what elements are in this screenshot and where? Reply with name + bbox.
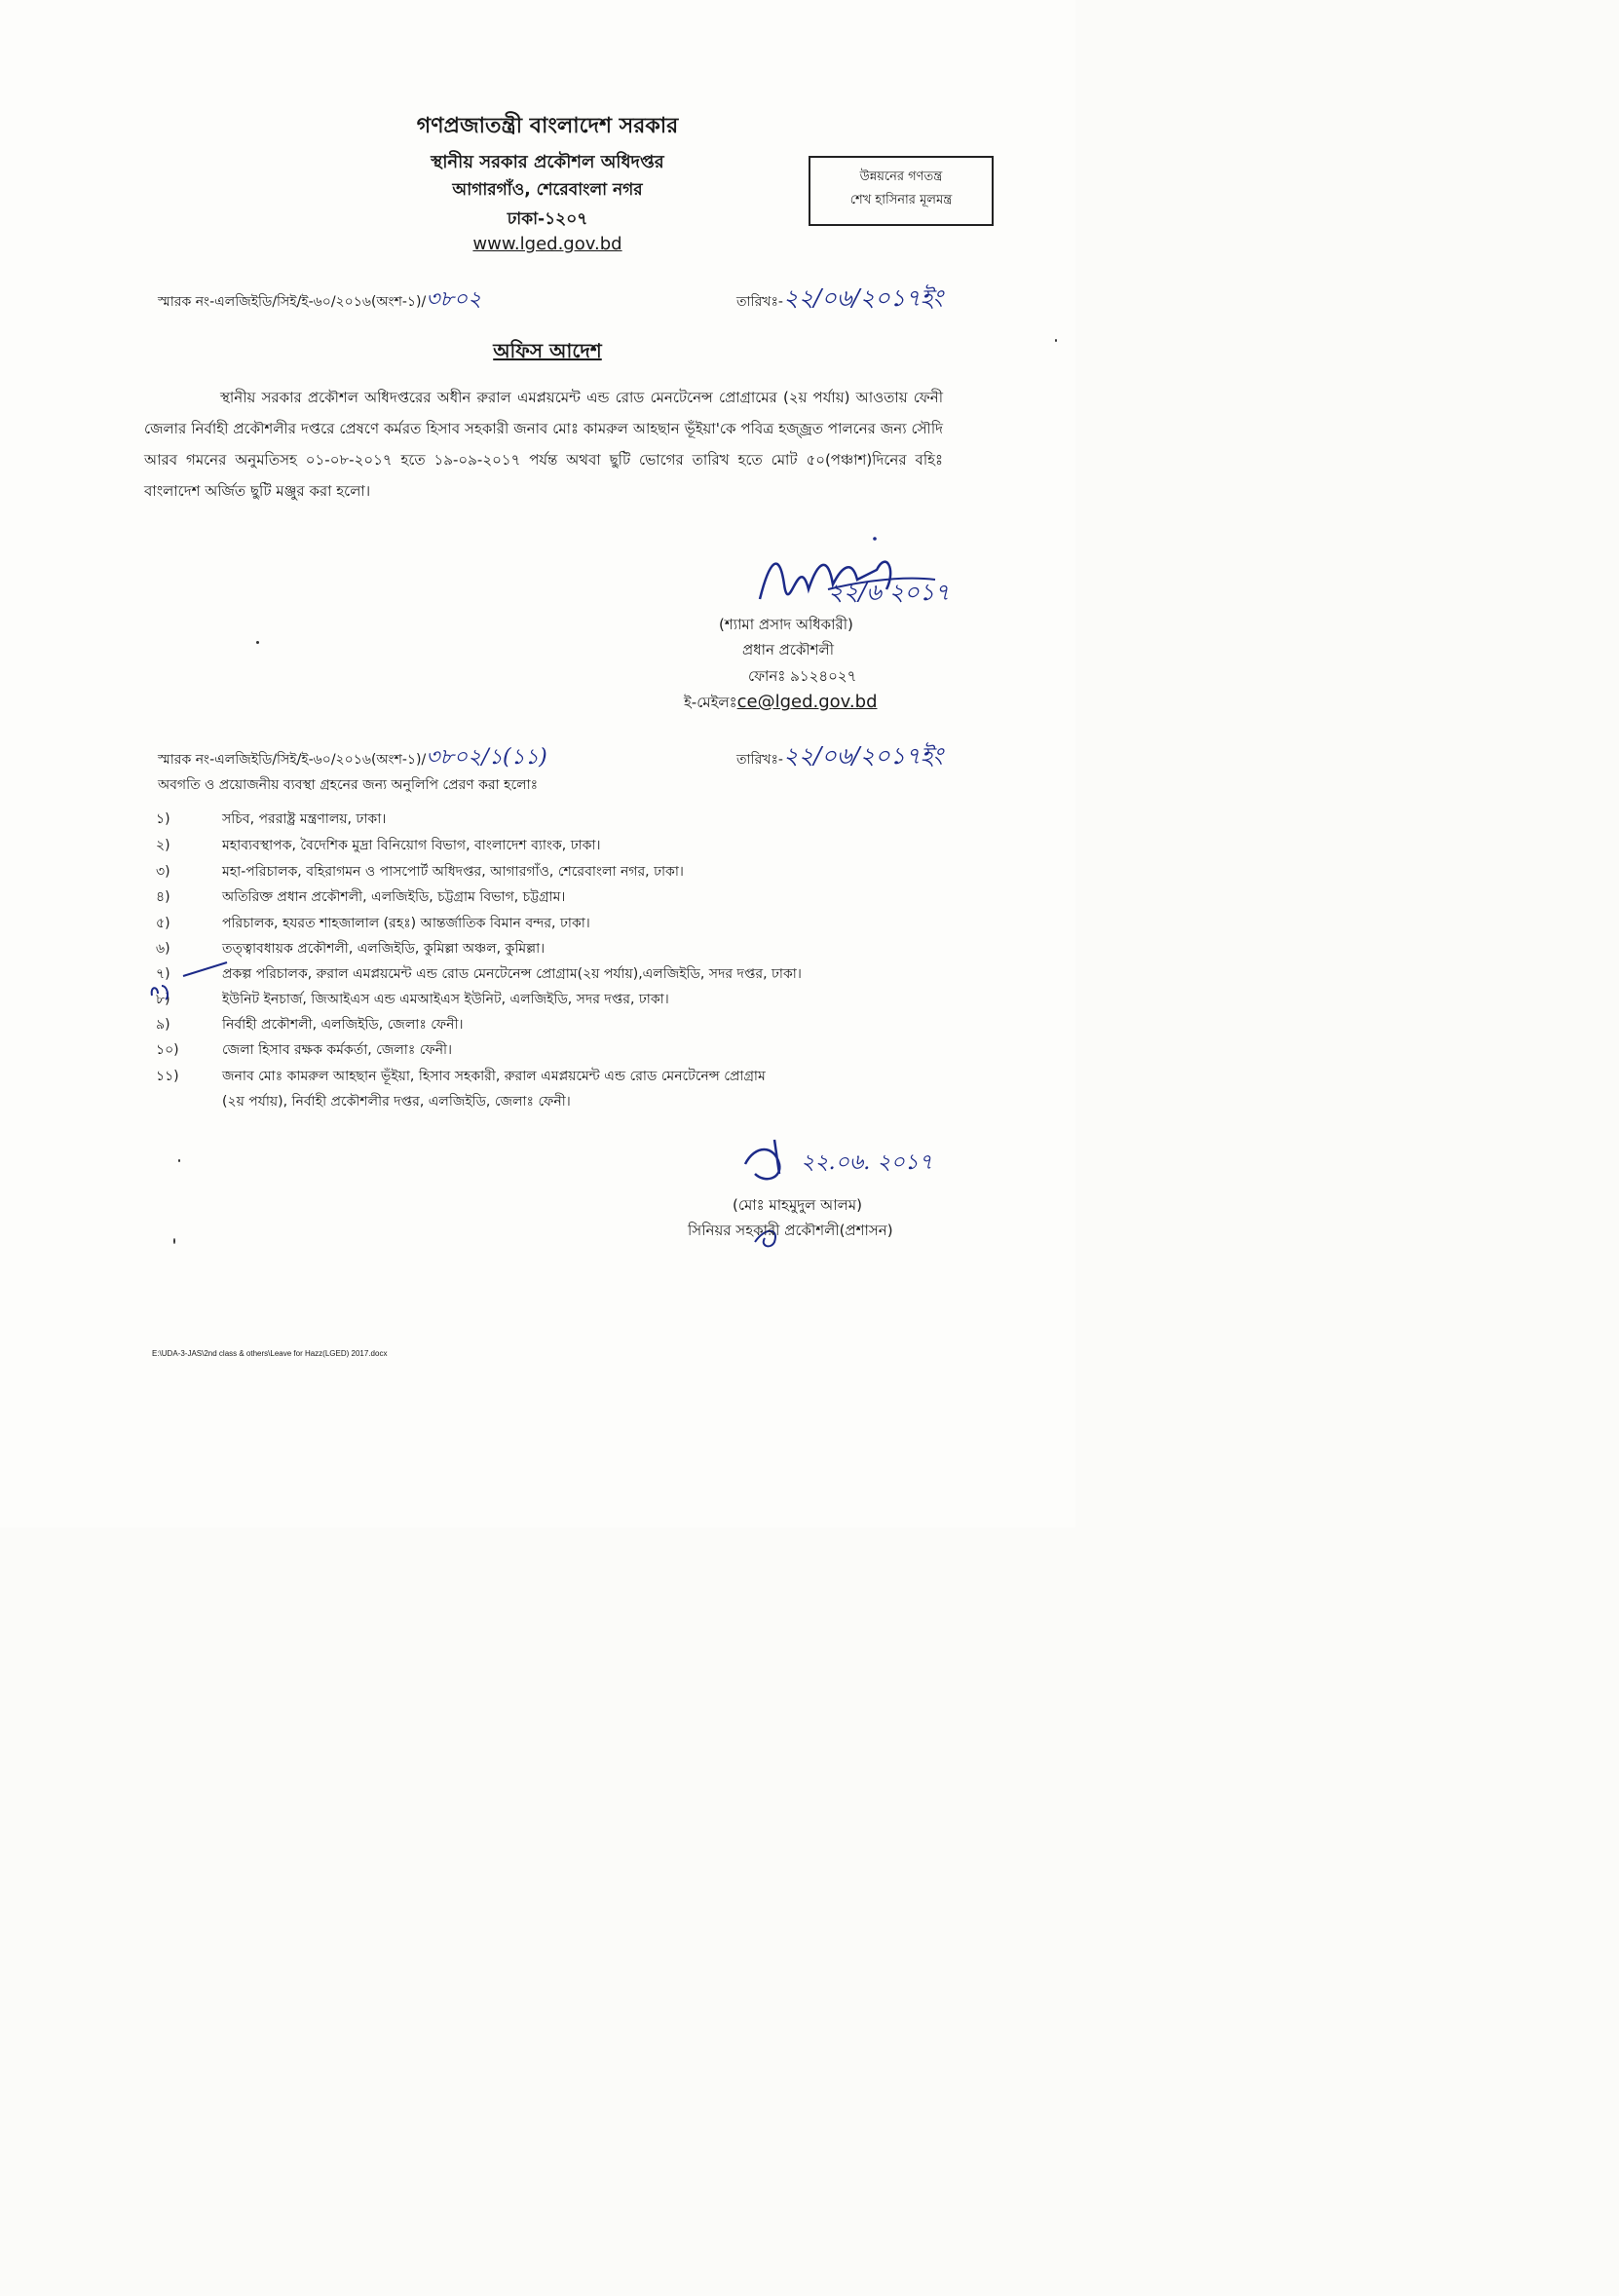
slogan-box	[809, 156, 994, 226]
memo-ref-printed-2: স্মারক নং-এলজিইডি/সিই/ই-৬০/২০১৬(অংশ-১)/	[158, 752, 427, 768]
office-order-body: স্থানীয় সরকার প্রকৌশল অধিদপ্তরের অধীন রুরাল এমপ্লয়মেন্ট এন্ড রোড মেনটেনেন্স প্রোগ্রামের (২য় পর্যায়) আওতায় ফেনী জেলার নির্বাহী প্রকৌশলীর দপ্তরে প্রেষণে কর্মরত হিসাব সহকারী জনাব মোঃ কামরুল আহছান ভূঁইয়া'কে পবিত্র হজ্জ্রত পালনের জন্য সৌদি আরব গমনের অনুমতিসহ ০১-০৮-২০১৭ হতে ১৯-০৯-২০১৭ পর্যন্ত অথবা ছুটি ভোগের তারিখ হতে মোট ৫০(পঞ্চাশ)দিনের বহিঃ বাংলাদেশ অর্জিত ছুটি মঞ্জুর করা হলো।	[144, 389, 943, 500]
scan-speck	[173, 1238, 175, 1244]
list-item: জেলা হিসাব রক্ষক কর্মকর্তা, জেলাঃ ফেনী।	[222, 1042, 453, 1058]
signatory-1-phone: ফোনঃ ৯১২৪০২৭	[748, 667, 857, 685]
list-item: তত্ত্বাবধায়ক প্রকৌশলী, এলজিইডি, কুমিল্লা অঞ্চল, কুমিল্লা।	[222, 941, 546, 957]
signatory-1-designation: প্রধান প্রকৌশলী	[742, 641, 835, 659]
email-link[interactable]: ce@lged.gov.bd	[736, 692, 878, 712]
slogan-line-2: শেখ হাসিনার মূলমন্ত্র	[849, 193, 953, 207]
list-item-number: ৯)	[156, 1017, 170, 1033]
list-item: মহা-পরিচালক, বহিরাগমন ও পাসপোর্ট অধিদপ্তর, আগারগাঁও, শেরেবাংলা নগর, ঢাকা।	[222, 864, 684, 880]
office-order-title: অফিস আদেশ	[493, 339, 602, 362]
date-handwritten: ২২/০৬/২০১৭ইং	[782, 284, 943, 312]
scan-speck	[256, 641, 259, 644]
signatory-2-designation: সিনিয়র সহকারী প্রকৌশলী(প্রশাসন)	[688, 1222, 893, 1239]
signature-date-2: ২২.০৬. ২০১৭	[801, 1150, 933, 1175]
list-item: পরিচালক, হযরত শাহজালাল (রহঃ) আন্তর্জাতিক বিমান বন্দর, ঢাকা।	[222, 916, 590, 931]
list-item-number: ১১)	[156, 1069, 179, 1084]
scan-speck	[178, 1159, 180, 1162]
signatory-1-name: (শ্যামা প্রসাদ অধিকারী)	[719, 616, 853, 633]
signature-date-1: ২২/৬ ২০১৭	[828, 579, 950, 606]
list-item-number: ১)	[156, 811, 170, 827]
document-page	[0, 0, 1075, 1527]
list-item-number: ৩)	[156, 864, 170, 880]
signatory-2-name: (মোঃ মাহমুদুল আলম)	[733, 1196, 862, 1214]
distribution-intro: অবগতি ও প্রয়োজনীয় ব্যবস্থা গ্রহনের জন্য অনুলিপি প্রেরণ করা হলোঃ	[158, 777, 539, 793]
list-item: মহাব্যবস্থাপক, বৈদেশিক মুদ্রা বিনিয়োগ বিভাগ, বাংলাদেশ ব্যাংক, ঢাকা।	[222, 838, 601, 853]
memo-ref-handwritten-2: ৩৮০২/১(১১)	[426, 745, 547, 770]
email-label: ই-মেইলঃ	[684, 694, 737, 711]
scan-speck	[1055, 339, 1057, 342]
memo-ref-1	[158, 282, 481, 319]
handwritten-checkmarks	[144, 957, 232, 1005]
signatory-1-email-row	[684, 692, 878, 716]
list-item: প্রকল্প পরিচালক, রুরাল এমপ্লয়মেন্ট এন্ড রোড মেনটেনেন্স প্রোগ্রাম(২য় পর্যায়),এলজিইডি, সদর দপ্তর, ঢাকা।	[222, 966, 802, 982]
memo-ref-printed: স্মারক নং-এলজিইডি/সিই/ই-৬০/২০১৬(অংশ-১)/	[158, 294, 427, 310]
address-line: আগারগাঁও, শেরেবাংলা নগর	[452, 180, 643, 200]
website-link[interactable]: www.lged.gov.bd	[472, 234, 622, 254]
list-item: সচিব, পররাষ্ট্র মন্ত্রণালয়, ঢাকা।	[222, 811, 387, 827]
memo-ref-handwritten: ৩৮০২	[426, 287, 482, 312]
list-item-continuation: (২য় পর্যায়), নির্বাহী প্রকৌশলীর দপ্তর, এলজিইডি, জেলাঃ ফেনী।	[222, 1094, 571, 1110]
list-item: জনাব মোঃ কামরুল আহছান ভূঁইয়া, হিসাব সহকারী, রুরাল এমপ্লয়মেন্ট এন্ড রোড মেনটেনেন্স প্রোগ্রাম	[222, 1069, 766, 1084]
city-line: ঢাকা-১২০৭	[507, 209, 588, 229]
list-item-number: ১০)	[156, 1042, 179, 1058]
list-item-number: ৮)	[156, 992, 170, 1007]
list-item: ইউনিট ইনচার্জ, জিআইএস এন্ড এমআইএস ইউনিট, এলজিইডি, সদর দপ্তর, ঢাকা।	[222, 992, 669, 1007]
list-item-number: ৪)	[156, 889, 170, 905]
department-name: স্থানীয় সরকার প্রকৌশল অধিদপ্তর	[431, 152, 664, 172]
date-label: তারিখঃ-	[736, 294, 783, 310]
file-path-footer: E:\UDA-3-JAS\2nd class & others\Leave for Hazz(LGED) 2017.docx	[152, 1349, 388, 1358]
list-item-number: ৫)	[156, 916, 170, 931]
memo-ref-2	[158, 740, 547, 776]
govt-title: গণপ্রজাতন্ত্রী বাংলাদেশ সরকার	[416, 114, 679, 138]
list-item-number: ৬)	[156, 941, 170, 957]
memo-date-2	[736, 738, 943, 777]
list-item-number: ৭)	[156, 966, 170, 982]
list-item: নির্বাহী প্রকৌশলী, এলজিইডি, জেলাঃ ফেনী।	[222, 1017, 464, 1033]
slogan-line-1: উন্নয়নের গণতন্ত্র	[859, 169, 943, 184]
date-label-2: তারিখঃ-	[736, 752, 783, 768]
date-handwritten-2: ২২/০৬/২০১৭ইং	[782, 742, 943, 770]
list-item: অতিরিক্ত প্রধান প্রকৌশলী, এলজিইডি, চট্টগ্রাম বিভাগ, চট্টগ্রাম।	[222, 889, 566, 905]
list-item-number: ২)	[156, 838, 170, 853]
memo-date-1	[736, 281, 943, 320]
